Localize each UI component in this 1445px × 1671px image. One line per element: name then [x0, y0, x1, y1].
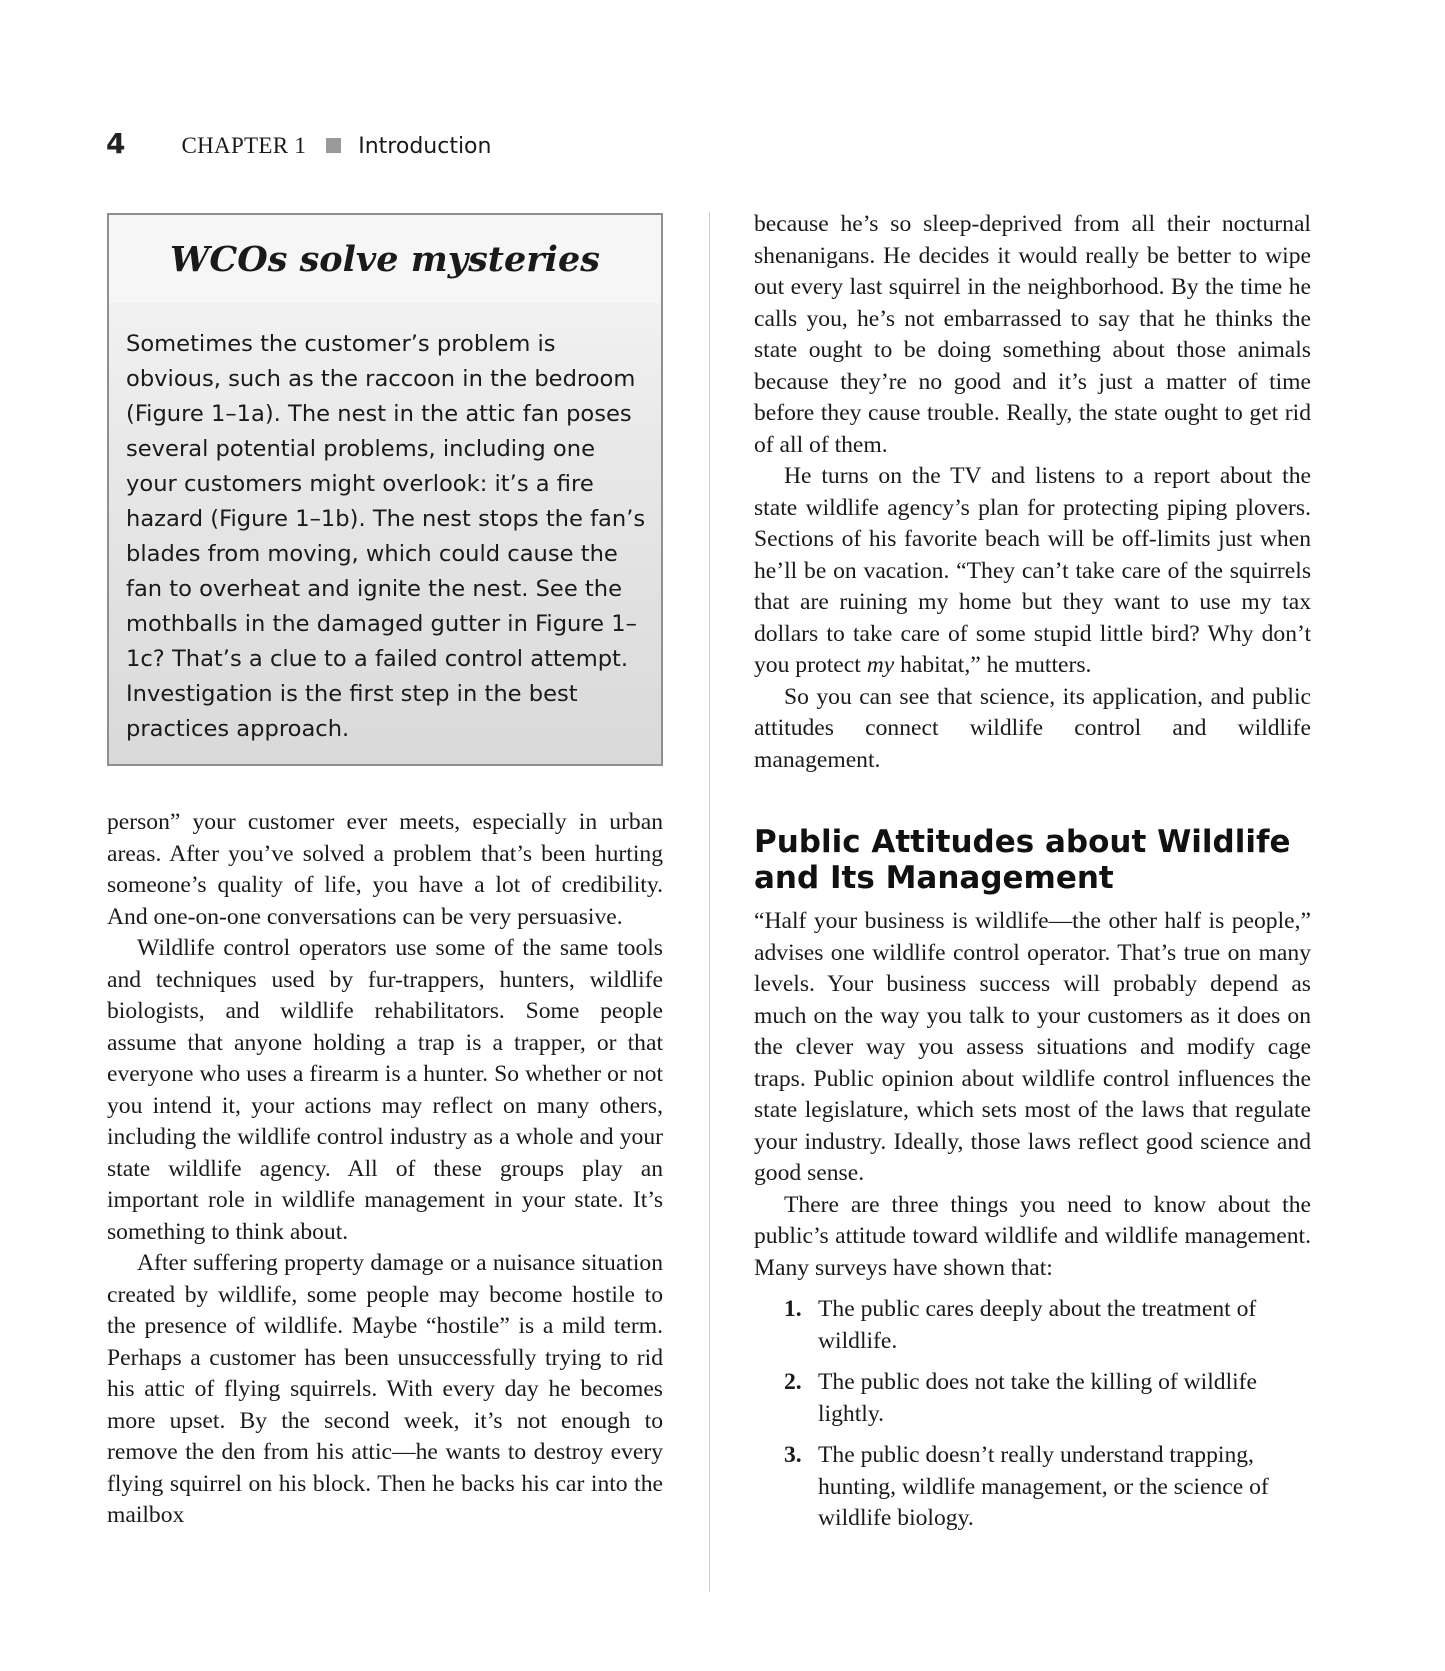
- body-paragraph: [754, 461, 1311, 682]
- list-number: 1.: [784, 1296, 802, 1322]
- body-paragraph: Wildlife control operators use some of the same tools and techniques used by fur-trappers, hunters, wildlife biologists, and wildlife rehabilitators. Some people assume that anyone holding a trap is a trapper, or that everyone who uses a firearm is a hunter. So whether or not you intend it, your actions may reflect on many others, including the wildlife control industry as a whole and your state wildlife agency. All of these groups play an important role in wildlife management in your state. It’s something to think about.: [107, 935, 663, 1245]
- body-paragraph: After suffering property damage or a nuisance situation created by wildlife, some people may become hostile to the presence of wildlife. Maybe “hostile” is a mild term. Perhaps a customer has been unsuccessfully trying to rid his attic of flying squirrels. With every day he becomes more upset. By the second week, it’s not enough to remove the den from his attic—he wants to destroy every flying squirrel on his block. Then he backs his car into the mailbox: [107, 1250, 663, 1528]
- list-item: [754, 1367, 1311, 1430]
- list-number: 3.: [784, 1442, 802, 1468]
- body-paragraph: “Half your business is wildlife—the other half is people,” advises one wildlife control operator. That’s true on many levels. Your business success will probably depend as much on the way you talk to your customers as it does on the clever way you assess situations and modify cage traps. Public opinion about wildlife control influences the state legislature, which sets most of the laws that regulate your industry. Ideally, those laws reflect good science and good sense.: [754, 908, 1311, 1186]
- column-divider: [709, 212, 710, 1592]
- emphasis-text: my: [866, 652, 895, 678]
- paragraph-text: He turns on the TV and listens to a report about the state wildlife agency’s plan for protecting piping plovers. Sections of his favorite beach will be off-limits just when he’ll be on vacation. “They can’t take care of the squirrels that are ruining my home but they want to use my tax dollars to take care of some stupid little bird? Why don’t you protect: [754, 463, 1311, 678]
- sidebar-title: WCOs solve mysteries: [170, 238, 600, 280]
- section-label: Introduction: [358, 134, 492, 159]
- list-number: 2.: [784, 1369, 802, 1395]
- body-paragraph: There are three things you need to know about the public’s attitude toward wildlife and wildlife management. Many surveys have shown that:: [754, 1191, 1311, 1281]
- right-column: [754, 209, 1311, 1545]
- sidebar-box: [107, 213, 663, 766]
- list-text: The public doesn’t really understand trapping, hunting, wildlife management, or the science of wildlife biology.: [818, 1442, 1269, 1531]
- numbered-list: [754, 1294, 1311, 1535]
- sidebar-body: Sometimes the customer’s problem is obvious, such as the raccoon in the bedroom (Figure 1–1a). The nest in the attic fan poses several potential problems, including one your customers might overlook: it’s a fire hazard (Figure 1–1b). The nest stops the fan’s blades from moving, which could cause the fan to overheat and ignite the nest. See the mothballs in the damaged gutter in Figure 1–1c? That’s a clue to a failed control attempt. Investigation is the first step in the best practices approach.: [126, 331, 646, 742]
- paragraph-text: habitat,” he mutters.: [894, 652, 1092, 678]
- sidebar-title-band: [109, 215, 661, 303]
- running-head: [106, 127, 491, 167]
- list-text: The public does not take the killing of wildlife lightly.: [818, 1369, 1258, 1427]
- list-text: The public cares deeply about the treatment of wildlife.: [818, 1296, 1257, 1354]
- section-heading: Public Attitudes about Wildlife and Its Management: [754, 824, 1291, 896]
- page-number: 4: [106, 127, 126, 160]
- body-paragraph: So you can see that science, its application, and public attitudes connect wildlife control and wildlife management.: [754, 683, 1311, 773]
- body-paragraph: because he’s so sleep-deprived from all their nocturnal shenanigans. He decides it would really be better to wipe out every last squirrel in the neighborhood. By the time he calls you, he’s not embarrassed to say that he thinks the state ought to be doing something about those animals because they’re no good and it’s just a matter of time before they cause trouble. Really, the state ought to get rid of all of them.: [754, 211, 1311, 458]
- left-column: [107, 807, 663, 1532]
- square-bullet-icon: [326, 138, 341, 153]
- chapter-label: CHAPTER 1: [181, 133, 307, 158]
- list-item: [754, 1440, 1311, 1535]
- list-item: [754, 1294, 1311, 1357]
- body-paragraph: person” your customer ever meets, especially in urban areas. After you’ve solved a problem that’s been hurting someone’s quality of life, you have a lot of credibility. And one-on-one conversations can be very persuasive.: [107, 809, 663, 930]
